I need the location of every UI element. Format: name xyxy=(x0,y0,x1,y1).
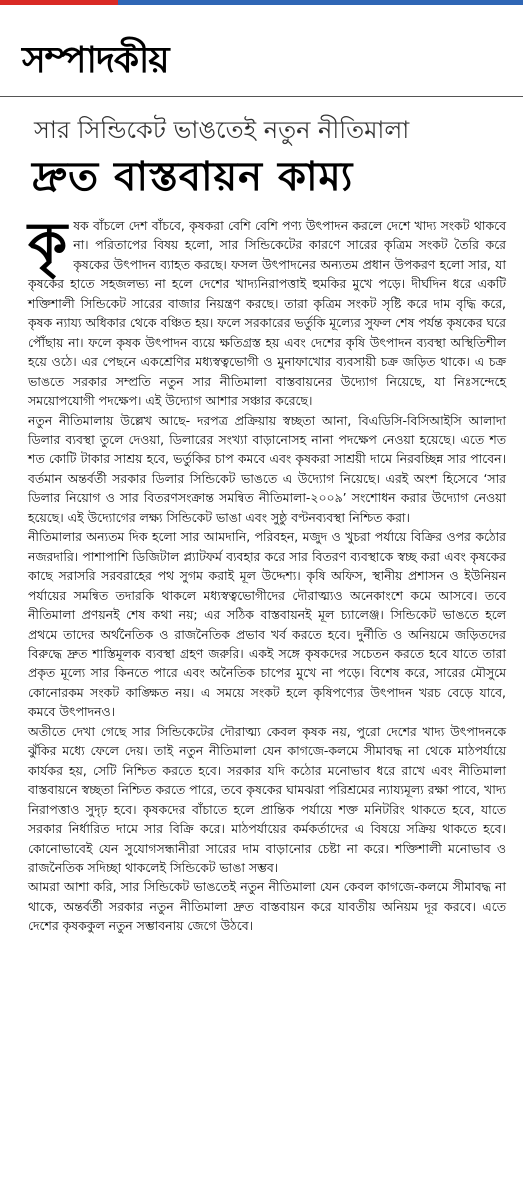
masthead-divider xyxy=(0,96,523,97)
article-body xyxy=(28,211,506,936)
paragraph-2: নতুন নীতিমালায় উল্লেখ আছে- দরপত্র প্রক্রিয়ায় স্বচ্ছতা আনা, বিএডিসি-বিসিআইসি আলাদা ডিলার ব্যবস্থা তুলে দেওয়া, ডিলারের সংখ্যা বাড়ানোসহ নানা পদক্ষেপ নেওয়া হয়েছে। এতে শত শত কোটি টাকার সাশ্রয় হবে, ভর্তুকির চাপ কমবে এবং কৃষকরা সাশ্রয়ী দামে নিরবচ্ছিন্ন সার পাবেন। বর্তমান অন্তর্বর্তী সরকার ডিলার সিন্ডিকেট ভাঙতে এ উদ্যোগ নিয়েছে। এরই অংশ হিসেবে ‘সার ডিলার নিয়োগ ও সার বিতরণসংক্রান্ত সমন্বিত নীতিমালা-২০০৯’ সংশোধন করার উদ্যোগ নেওয়া হয়েছে। এই উদ্যোগের লক্ষ্য সিন্ডিকেট ভাঙা এবং সুষ্ঠু বণ্টনব্যবস্থা নিশ্চিত করা। xyxy=(28,412,506,525)
headline: দ্রুত বাস্তবায়ন কাম্য xyxy=(32,154,354,200)
drop-cap: কৃ xyxy=(28,211,68,276)
section-masthead: সম্পাদকীয় xyxy=(22,40,169,81)
paragraph-1-text: ষক বাঁচলে দেশ বাঁচবে, কৃষকরা বেশি বেশি পণ্য উৎপাদন করলে দেশে খাদ্য সংকট থাকবে না। পরিতাপের বিষয় হলো, সার সিন্ডিকেটের কারণে সারের কৃত্রিম সংকট তৈরি করে কৃষকের উৎপাদন ব্যাহত করছে। ফসল উৎপাদনের অন্যতম প্রধান উপকরণ হলো সার, যা কৃষকের হাতে সহজলভ্য না হলে দেশের খাদ্যনিরাপত্তাই হুমকির মুখে পড়ে। দীর্ঘদিন ধরে একটি শক্তিশালী সিন্ডিকেট সারের বাজার নিয়ন্ত্রণ করছে। তারা কৃত্রিম সংকট সৃষ্টি করে দাম বৃদ্ধি করে, কৃষক ন্যায্য অধিকার থেকে বঞ্চিত হয়। ফলে সরকারের ভর্তুকি মূল্যের সুফল শেষ পর্যন্ত কৃষকের ঘরে পৌঁছায় না। ফলে কৃষক উৎপাদন ব্যয়ে ক্ষতিগ্রস্ত হয় এবং দেশের কৃষি উৎপাদন ব্যবস্থা অস্থিতিশীল হয়ে ওঠে। এর পেছনে একশ্রেণির মধ্যস্বত্বভোগী ও মুনাফাখোর ব্যবসায়ী চক্র জড়িত থাকে। এ চক্র ভাঙতে সরকার সম্প্রতি নতুন সার নীতিমালা বাস্তবায়নের উদ্যোগ নিয়েছে, যা নিঃসন্দেহে সময়োপযোগী পদক্ষেপ। এই উদ্যোগ আশার সঞ্চার করেছে। xyxy=(28,218,506,409)
top-bar-red-segment xyxy=(0,0,118,5)
subheadline: সার সিন্ডিকেট ভাঙতেই নতুন নীতিমালা xyxy=(34,116,410,144)
paragraph-4: অতীতে দেখা গেছে সার সিন্ডিকেটের দৌরাত্ম্য কেবল কৃষক নয়, পুরো দেশের খাদ্য উৎপাদনকে ঝুঁকির মধ্যে ফেলে দেয়। তাই নতুন নীতিমালা যেন কাগজে-কলমে সীমাবদ্ধ না থেকে মাঠপর্যায়ে কার্যকর হয়, সেটি নিশ্চিত করতে হবে। সরকার যদি কঠোর মনোভাব ধরে রাখে এবং নীতিমালা বাস্তবায়নে স্বচ্ছতা নিশ্চিত করতে পারে, তবে কৃষকের ঘামঝরা পরিশ্রমের ন্যায্যমূল্য রক্ষা পাবে, খাদ্য নিরাপত্তাও সুদৃঢ় হবে। কৃষকদের বাঁচাতে হলে প্রান্তিক পর্যায়ে শক্ত মনিটরিং থাকতে হবে, যাতে সরকার নির্ধারিত দামে সার বিক্রি করে। মাঠপর্যায়ের কর্মকর্তাদের এ বিষয়ে সক্রিয় থাকতে হবে। কোনোভাবেই যেন সুযোগসন্ধানীরা সারের দাম বাড়ানোর চেষ্টা না করে। শক্তিশালী মনোভাব ও রাজনৈতিক সদিচ্ছা থাকলেই সিন্ডিকেট ভাঙা সম্ভব। xyxy=(28,723,506,875)
paragraph-5: আমরা আশা করি, সার সিন্ডিকেট ভাঙতেই নতুন নীতিমালা যেন কেবল কাগজে-কলমে সীমাবদ্ধ না থাকে, অন্তর্বর্তী সরকার নতুন নীতিমালা দ্রুত বাস্তবায়ন করে যাবতীয় অনিয়ম দূর করবে। এতে দেশের কৃষককুল নতুন সম্ভাবনায় জেগে উঠবে। xyxy=(28,879,506,934)
paragraph-1 xyxy=(28,211,506,411)
top-bar-blue-segment xyxy=(118,0,523,5)
top-color-bar xyxy=(0,0,523,5)
paragraph-3: নীতিমালার অন্যতম দিক হলো সার আমদানি, পরিবহন, মজুদ ও খুচরা পর্যায়ে বিক্রির ওপর কঠোর নজরদারি। পাশাপাশি ডিজিটাল প্ল্যাটফর্ম ব্যবহার করে সার বিতরণ ব্যবস্থাকে স্বচ্ছ করা এবং কৃষকের কাছে সরাসরি সরবরাহের পথ সুগম করাই মূল উদ্দেশ্য। কৃষি অফিস, স্থানীয় প্রশাসন ও ইউনিয়ন পর্যায়ের সমন্বিত তদারকি থাকলে মধ্যস্বত্বভোগীদের দৌরাত্ম্যও অনেকাংশে কমে আসবে। তবে নীতিমালা প্রণয়নই শেষ কথা নয়; এর সঠিক বাস্তবায়নই মূল চ্যালেঞ্জ। সিন্ডিকেট ভাঙতে হলে প্রথমে তাদের অর্থনৈতিক ও রাজনৈতিক প্রভাব খর্ব করতে হবে। দুর্নীতি ও অনিয়মে জড়িতদের বিরুদ্ধে দ্রুত শাস্তিমূলক ব্যবস্থা গ্রহণ জরুরি। একই সঙ্গে কৃষকদের সচেতন করতে হবে যাতে তারা প্রকৃত মূল্যে সার কিনতে পারে এবং অনৈতিক চাপের মুখে না পড়ে। বিশেষ করে, সারের মৌসুমে কোনোরকম সংকট কাঙ্ক্ষিত নয়। এ সময়ে সংকট হলে কৃষিপণ্যের উৎপাদন খরচ বেড়ে যাবে, কমবে উৎপাদনও। xyxy=(28,529,506,720)
